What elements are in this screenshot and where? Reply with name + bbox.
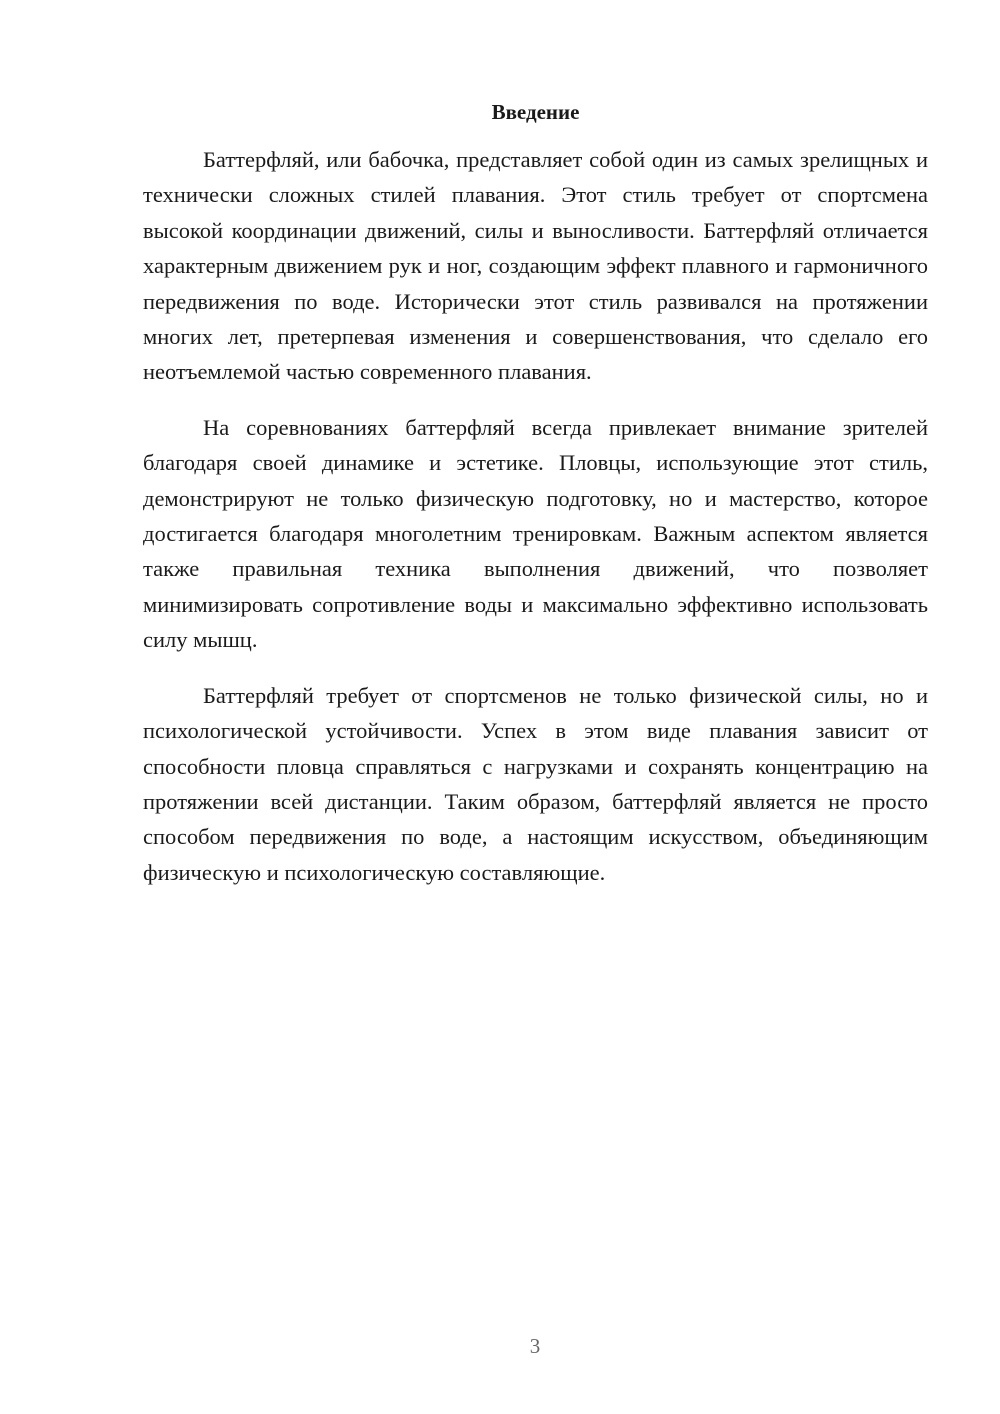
- body-text: [143, 142, 928, 910]
- section-heading: Введение: [491, 100, 580, 124]
- paragraph-1: Баттерфляй, или бабочка, представляет собой один из самых зрелищных и технически сложных стилей плавания. Этот стиль требует от спортсмена высокой координации движений, силы и выносливости. Баттерфляй отличается характерным движением рук и ног, создающим эффект плавного и гармоничного передвижения по воде. Исторически этот стиль развивался на протяжении многих лет, претерпевая изменения и совершенствования, что сделало его неотъемлемой частью современного плавания.: [143, 147, 928, 385]
- page-number: 3: [529, 1334, 541, 1358]
- paragraph-2: На соревнованиях баттерфляй всегда привлекает внимание зрителей благодаря своей динамике и эстетике. Пловцы, использующие этот стиль, демонстрируют не только физическую подготовку, но и мастерство, которое достигается благодаря многолетним тренировкам. Важным аспектом является также правильная техника выполнения движений, что позволяет минимизировать сопротивление воды и максимально эффективно использовать силу мышц.: [143, 414, 928, 653]
- paragraph-3: Баттерфляй требует от спортсменов не только физической силы, но и психологической устойчивости. Успех в этом виде плавания зависит от способности пловца справляться с нагрузками и сохранять концентрацию на протяжении всей дистанции. Таким образом, баттерфляй является не просто способом передвижения по воде, а настоящим искусством, объединяющим физическую и психологическую составляющие.: [143, 682, 928, 885]
